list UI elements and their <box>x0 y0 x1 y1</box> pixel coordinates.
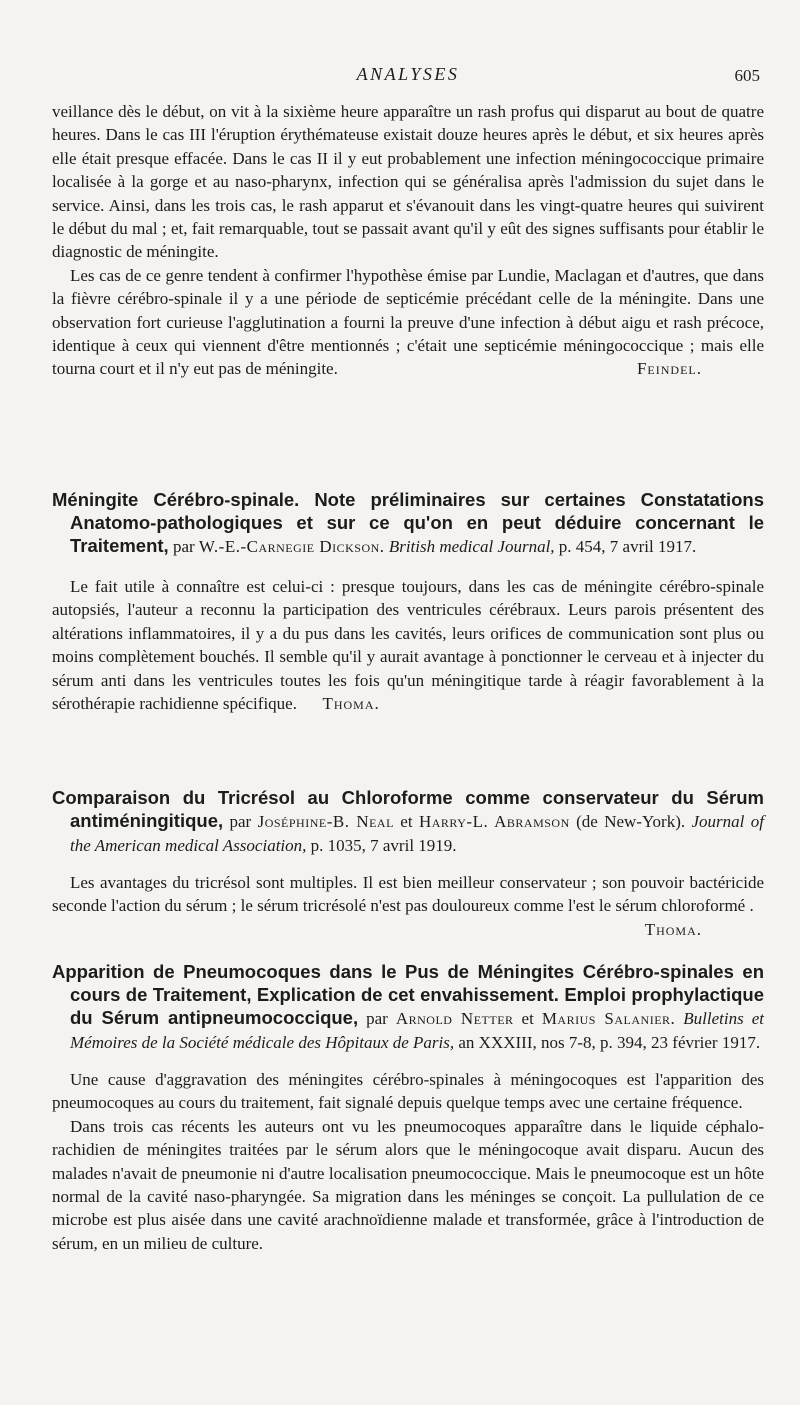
citation-ref: p. 454, 7 avril 1917. <box>554 537 697 556</box>
citation-author: Marius Salanier. <box>541 1009 676 1028</box>
citation-authors: W.-E.-Carnegie Dickson. <box>198 537 385 556</box>
article-meningite <box>52 488 764 715</box>
citation-by: par <box>358 1009 396 1028</box>
citation-ref: p. 1035, 7 avril 1919. <box>306 836 457 855</box>
citation-journal: British medical Journal, <box>384 537 555 556</box>
paragraph: veillance dès le début, on vit à la sixième heure apparaître un rash profus qui disparut au bout de quatre heures. Dans le cas III l'éruption érythémateuse existait douze heures après le début, et six heures après elle était presque effacée. Dans le cas II il y eut probablement une infection méningococcique primaire localisée à la gorge et au naso-pharynx, infection qui se généralisa après l'admission du sujet dans le service. Ainsi, dans les trois cas, le rash apparut et s'évanouit dans les vingt-quatre heures qui suivirent le début du mal ; et, fait remarquable, tout se passait avant qu'il y eût des signes suffisants pour établir le diagnostic de méningite. <box>52 102 764 262</box>
citation-and: et <box>513 1009 542 1028</box>
signature: Thoma. <box>322 694 380 714</box>
signature: Feindel. <box>636 359 702 379</box>
page-number: 605 <box>734 66 760 85</box>
citation-journal: Bulletins et Mémoires de la Société médicale des Hôpitaux de Paris, <box>70 1009 764 1052</box>
paragraph-text: Les avantages du tricrésol sont multiples. Il est bien meilleur conservateur ; son pouvoir bactéricide seconde l'action du sérum ; le sérum tricrésolé n'est pas douloureux comme l'est le sérum chloroformé . <box>52 873 764 916</box>
citation-place: (de New-York). <box>569 812 686 831</box>
paragraph <box>52 871 764 939</box>
paragraph <box>52 264 764 381</box>
paragraph-text: Les cas de ce genre tendent à confirmer l'hypothèse émise par Lundie, Maclagan et d'autres, que dans la fièvre cérébro-spinale il y a une période de septicémie précédant celle de la méningite. Dans une observation fort curieuse l'agglutination a fourni la preuve d'une infection à début aigu et rash précoce, identique à ceux qui viennent d'être mentionnés ; c'était une septicémie méningococcique ; mais elle tourna court et il n'y eut pas de méningite. <box>52 265 764 379</box>
article-title: Apparition de Pneumocoques dans le Pus de Méningites Cérébro-spinales en cours de Traitement, Explication de cet envahissement. Emploi prophylactique du Sérum antipneumococcique, <box>52 961 764 1028</box>
article-tricresol <box>52 786 764 941</box>
article-heading <box>52 488 764 558</box>
citation-journal: Journal of the American medical Association, <box>70 812 764 855</box>
citation-author: Arnold Netter <box>395 1009 514 1028</box>
citation-by: par <box>223 812 258 831</box>
citation-ref: an XXXIII, nos 7-8, p. 394, 23 février 1917. <box>454 1033 761 1052</box>
article-title: Méningite Cérébro-spinale. Note préliminaires sur certaines Constatations Anatomo-pathologiques et sur ce qu'on en peut déduire concernant le Traitement, <box>52 489 764 556</box>
running-head <box>52 62 764 92</box>
article-heading <box>52 786 764 857</box>
citation-author: Joséphine-B. Neal <box>257 812 394 831</box>
article-pneumocoques <box>52 960 764 1255</box>
signature: Thoma. <box>644 919 702 939</box>
article-heading <box>52 960 764 1054</box>
article-title: Comparaison du Tricrésol au Chloroforme comme conservateur du Sérum antiméningitique, <box>52 787 764 831</box>
paragraph-text: Le fait utile à connaître est celui-ci : presque toujours, dans les cas de méningite cérébro-spinale autopsiés, l'auteur a reconnu la participation des ventricules cérébraux. Leurs parois présentent des altérations inflammatoires, il y a du pus dans les cavités, leurs orifices de communication sont plus ou moins complètement bouchés. Il semble qu'il y aurait avantage à ponctionner le cerveau et à injecter du sérum anti dans les ventricules toutes les fois qu'un méningitique tarde à réagir favorablement à la sérothérapie rachidienne spécifique. <box>52 577 764 714</box>
paragraph: Une cause d'aggravation des méningites cérébro-spinales à méningocoques est l'apparition des pneumocoques au cours du traitement, fait signalé depuis quelque temps avec une certaine fréquence. <box>52 1070 764 1113</box>
running-title: ANALYSES <box>356 64 460 84</box>
citation-author: Harry-L. Abramson <box>418 812 570 831</box>
paragraph <box>52 575 764 715</box>
citation-by: par <box>168 537 199 556</box>
article-continuation <box>52 100 764 381</box>
citation-and: et <box>393 812 419 831</box>
paragraph: Dans trois cas récents les auteurs ont vu les pneumocoques apparaître dans le liquide céphalo-rachidien de méningites traitées par le sérum alors que le méningocoque avait disparu. Aucun des malades n'avait de pneumonie ni d'autre localisation pneumococcique. Mais le pneumocoque est un hôte normal de la cavité naso-pharyngée. Sa migration dans les méninges se conçoit. La pullulation de ce microbe est plus aisée dans une cavité arachnoïdienne malade et transformée, grâce à l'introduction de sérum, en un milieu de culture. <box>52 1116 764 1253</box>
